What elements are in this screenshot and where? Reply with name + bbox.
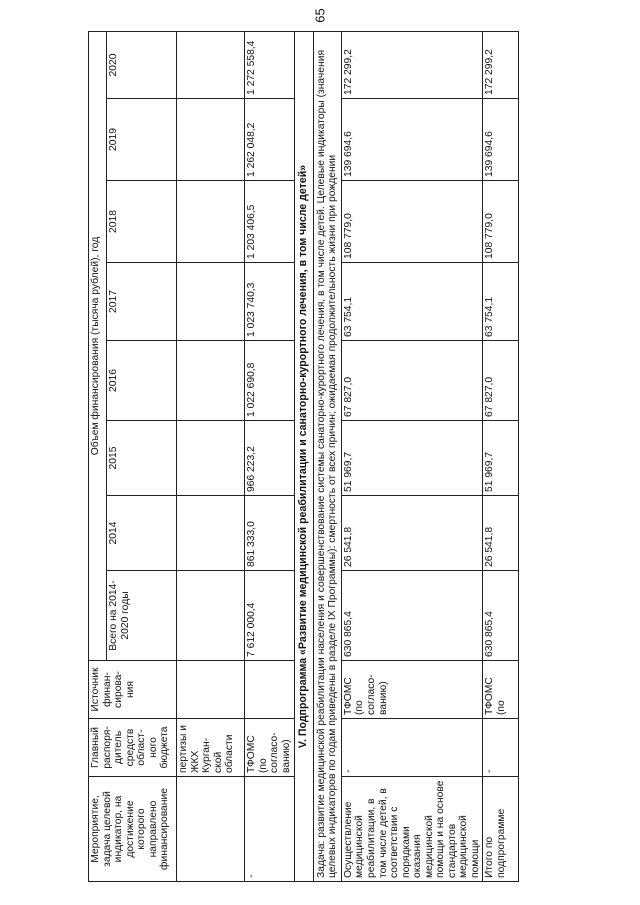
cell-value: 26 541,8 [483,496,519,571]
header-year: 2017 [107,263,177,341]
header-volume: Объем финансирования (тысяча рублей), год [89,31,107,660]
section-title: V. Подпрограмма «Развитие медицинской реабилитации и санаторно-курортного лечения, в том числе детей» [295,31,314,881]
cell-value: 26 541,8 [341,496,482,571]
cell-manager: - [483,719,519,777]
cell-manager: - [341,719,482,777]
continued-row [177,31,245,881]
cell-value: 139 694,6 [341,99,482,181]
cell-value: 51 969,7 [341,421,482,496]
table-row [341,31,482,881]
cell-value: 1 023 740,3 [245,263,295,341]
header-year: 2014 [107,496,177,571]
cell-value: 51 969,7 [483,421,519,496]
cell-value: 966 223,2 [245,421,295,496]
cell-value: 861 333,0 [245,496,295,571]
cell-value: 630 865,4 [341,571,482,661]
cell-source: ТФОМС (по [483,661,519,719]
header-year: 2019 [107,99,177,181]
cell-value: 1 203 406,5 [245,181,295,263]
header-year: 2018 [107,181,177,263]
header-source: Источник финан-сирова-ния [89,661,177,719]
header-total: Всего на 2014-2020 годы [107,571,177,661]
header-measure: Мероприятие, задача целевой индикатор, на достижение которого направлено финансирование [89,777,177,882]
cell-measure: Осуществление медицинской реабилитации, в том числе детей, в соответствии с порядками оказания медицинской помощи и на основе стандартов медицинской помощи [341,777,482,882]
cell-measure: Итого по подпрограмме [483,777,519,882]
financing-table [88,31,519,882]
cell-value: 1 262 048,2 [245,99,295,181]
cell-manager: пертизы и ЖКХ Курган-ской области [177,719,245,777]
header-row-1 [89,31,107,881]
cell-value: 67 827,0 [341,341,482,421]
cell-value: 1 272 558,4 [245,31,295,98]
cell-value: 63 754,1 [483,263,519,341]
header-manager: Главный распоря-дитель средств област-ного бюджета [89,719,177,777]
page-number: 65 [312,8,328,23]
task-row [313,31,341,881]
table-row [245,31,295,881]
table-row [483,31,519,881]
cell-value: 108 779,0 [341,181,482,263]
section-row [295,31,314,881]
cell-value: 1 022 690,8 [245,341,295,421]
header-year: 2020 [107,31,177,98]
cell-value: 172 299,2 [483,31,519,98]
cell-value: 67 827,0 [483,341,519,421]
cell-value: 7 612 000,4 [245,571,295,661]
cell-value: 139 694,6 [483,99,519,181]
cell-value: 108 779,0 [483,181,519,263]
rotated-table-wrapper [88,32,558,882]
cell-measure: - [245,777,295,882]
cell-value: 172 299,2 [341,31,482,98]
cell-source: ТФОМС (по согласо-ванию) [341,661,482,719]
header-year: 2016 [107,341,177,421]
cell-value: 630 865,4 [483,571,519,661]
task-text: Задача: развитие медицинской реабилитации населения и совершенствование системы санаторно-курортного лечения, в том числе детей. Целевые индикаторы (значения целевых индикаторов по годам приведены в разделе IX Программы): смертность от всех причин; ожидаемая продолжительность жизни при рождении [313,31,341,881]
cell-source: ТФОМС (по согласо-ванию) [245,719,295,777]
header-year: 2015 [107,421,177,496]
cell-value: 63 754,1 [341,263,482,341]
cell-empty [177,777,245,882]
